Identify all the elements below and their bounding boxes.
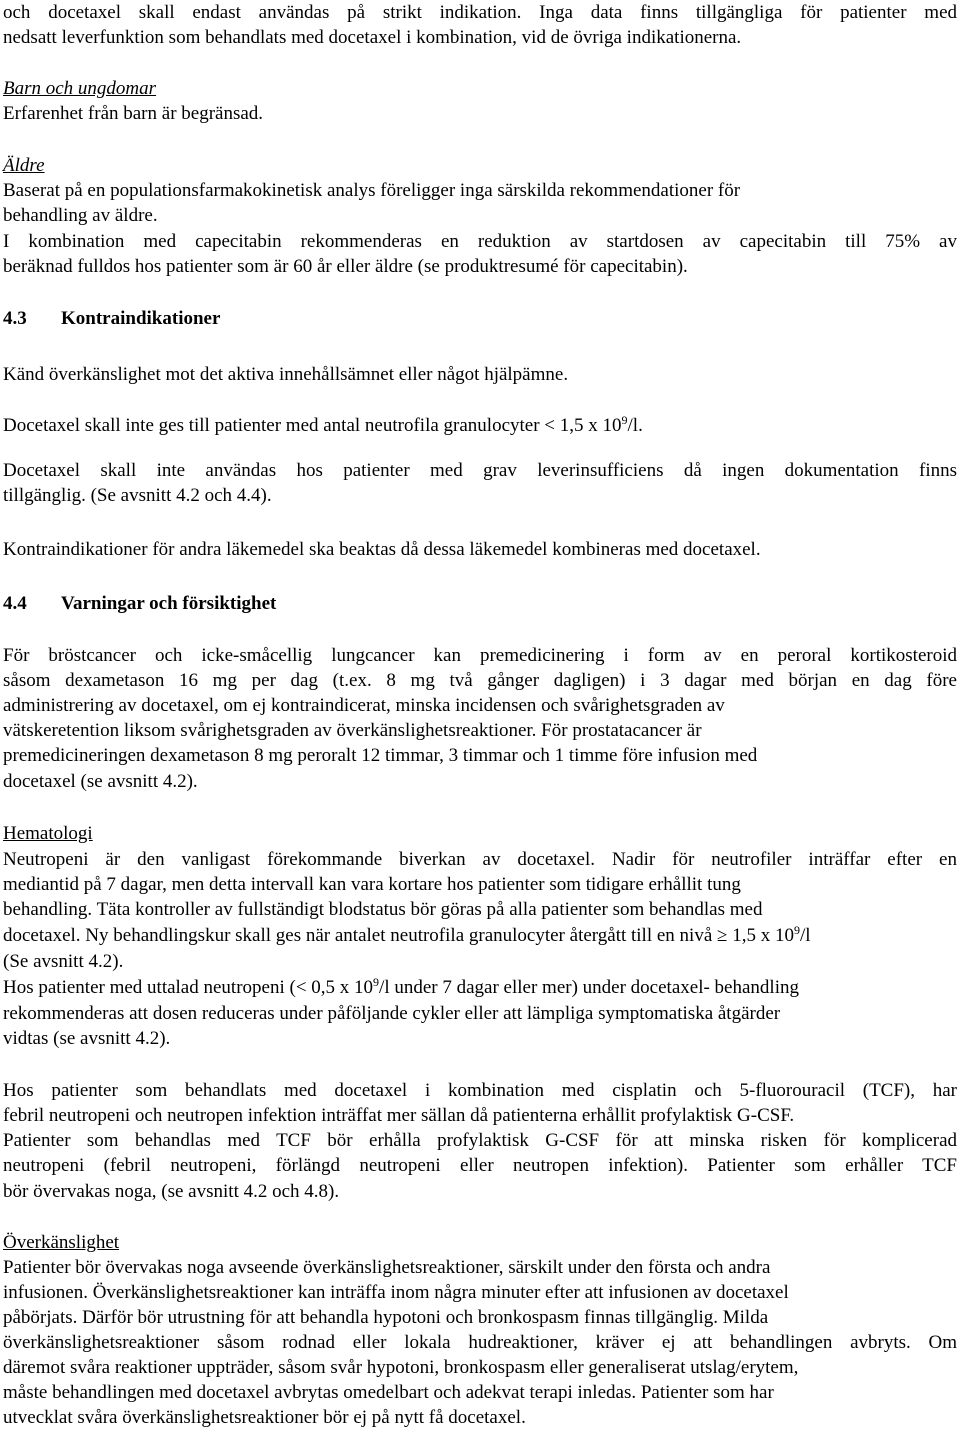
section-number: 4.3 xyxy=(3,308,27,329)
paragraph-line: neutropeni (febril neutropeni, förlängd neutropeni eller neutropen infektion). Patienter som erhåller TCF xyxy=(3,1155,957,1176)
subheading-hypersensitivity: Överkänslighet xyxy=(3,1232,120,1253)
paragraph-line xyxy=(3,413,643,438)
superscript: 9 xyxy=(373,975,380,989)
text-run: /l xyxy=(799,925,811,946)
paragraph-line: överkänslighetsreaktioner såsom rodnad eller lokala hudreaktioner, kräver ej att behandlingen avbryts. Om xyxy=(3,1332,957,1353)
paragraph-line: tillgänglig. (Se avsnitt 4.2 och 4.4). xyxy=(3,485,272,506)
text-run: docetaxel. Ny behandlingskur skall ges när antalet neutrofila granulocyter återgått till en nivå ≥ 1,5 x 10 xyxy=(3,925,794,946)
paragraph-line: (Se avsnitt 4.2). xyxy=(3,951,124,972)
paragraph-line: måste behandlingen med docetaxel avbrytas omedelbart och adekvat terapi inledas. Patienter som har xyxy=(3,1382,774,1403)
paragraph-line: Hos patienter som behandlats med docetaxel i kombination med cisplatin och 5-fluorouracil (TCF), har xyxy=(3,1080,957,1101)
paragraph-line: Patienter bör övervakas noga avseende överkänslighetsreaktioner, särskilt under den första och andra xyxy=(3,1257,771,1278)
section-title: Varningar och försiktighet xyxy=(61,593,277,614)
paragraph-line: beräknad fulldos hos patienter som är 60 år eller äldre (se produktresumé för capecitabin). xyxy=(3,256,688,277)
paragraph-line: påbörjats. Därför bör utrustning för att behandla hypotoni och bronkospasm finnas tillgänglig. Milda xyxy=(3,1307,769,1328)
paragraph-line xyxy=(3,975,799,1000)
paragraph-line: vätskeretention liksom svårighetsgraden av överkänslighetsreaktioner. För prostatacancer är xyxy=(3,720,702,741)
paragraph-line: Baserat på en populationsfarmakokinetisk analys föreligger inga särskilda rekommendationer för xyxy=(3,180,741,201)
paragraph-line: Känd överkänslighet mot det aktiva innehållsämnet eller något hjälpämne. xyxy=(3,364,569,385)
paragraph-line: rekommenderas att dosen reduceras under påföljande cykler eller att lämpliga symptomatiska åtgärder xyxy=(3,1003,781,1024)
paragraph-line: och docetaxel skall endast användas på strikt indikation. Inga data finns tillgängliga för patienter med xyxy=(3,2,957,23)
paragraph-line: För bröstcancer och icke-småcellig lungcancer kan premedicinering i form av en peroral kortikosteroid xyxy=(3,645,957,666)
paragraph-line: docetaxel (se avsnitt 4.2). xyxy=(3,771,198,792)
paragraph-line: bör övervakas noga, (se avsnitt 4.2 och 4.8). xyxy=(3,1181,340,1202)
paragraph-line: premedicineringen dexametason 8 mg peroralt 12 timmar, 3 timmar och 1 timme före infusion med xyxy=(3,745,758,766)
paragraph-line: Docetaxel skall inte användas hos patienter med grav leverinsufficiens då ingen dokumentation finns xyxy=(3,460,957,481)
text-run: /l. xyxy=(627,415,643,436)
paragraph-line: mediantid på 7 dagar, men detta intervall kan vara kortare hos patienter som tidigare erhållit tung xyxy=(3,874,741,895)
section-title: Kontraindikationer xyxy=(61,308,221,329)
section-heading-4-4 xyxy=(3,591,276,616)
section-number: 4.4 xyxy=(3,593,27,614)
superscript: 9 xyxy=(621,413,628,427)
paragraph-line: vidtas (se avsnitt 4.2). xyxy=(3,1028,171,1049)
paragraph-line: behandling av äldre. xyxy=(3,205,158,226)
paragraph-line: Erfarenhet från barn är begränsad. xyxy=(3,103,264,124)
paragraph-line: febril neutropeni och neutropen infektion inträffat mer sällan då patienterna erhållit profylaktisk G-CSF. xyxy=(3,1105,795,1126)
subheading-hematology: Hematologi xyxy=(3,823,93,844)
section-heading-4-3 xyxy=(3,306,220,331)
paragraph-line: nedsatt leverfunktion som behandlats med docetaxel i kombination, vid de övriga indikationerna. xyxy=(3,27,742,48)
paragraph-line: däremot svåra reaktioner uppträder, såsom svår hypotoni, bronkospasm eller generaliserat utslag/erytem, xyxy=(3,1357,799,1378)
paragraph-line: utvecklat svåra överkänslighetsreaktioner bör ej på nytt få docetaxel. xyxy=(3,1407,526,1428)
paragraph-line: administrering av docetaxel, om ej kontraindicerat, minska incidensen och svårighetsgraden av xyxy=(3,695,725,716)
text-run: Docetaxel skall inte ges till patienter med antal neutrofila granulocyter < 1,5 x 10 xyxy=(3,415,622,436)
paragraph-line xyxy=(3,923,811,948)
text-run: /l under 7 dagar eller mer) under docetaxel- behandling xyxy=(379,977,799,998)
paragraph-line: såsom dexametason 16 mg per dag (t.ex. 8 mg två gånger dagligen) i 3 dagar med början en dag före xyxy=(3,670,957,691)
paragraph-line: Neutropeni är den vanligast förekommande biverkan av docetaxel. Nadir för neutrofiler inträffar efter en xyxy=(3,849,957,870)
superscript: 9 xyxy=(793,923,800,937)
paragraph-line: Kontraindikationer för andra läkemedel ska beaktas då dessa läkemedel kombineras med docetaxel. xyxy=(3,539,761,560)
paragraph-line: I kombination med capecitabin rekommenderas en reduktion av startdosen av capecitabin till 75% av xyxy=(3,231,957,252)
paragraph-line: Patienter som behandlas med TCF bör erhålla profylaktisk G-CSF för att minska risken för komplicerad xyxy=(3,1130,957,1151)
paragraph-line: behandling. Täta kontroller av fullständigt blodstatus bör göras på alla patienter som behandlas med xyxy=(3,899,763,920)
paragraph-line: infusionen. Överkänslighetsreaktioner kan inträffa inom några minuter efter att infusionen av docetaxel xyxy=(3,1282,789,1303)
text-run: Hos patienter med uttalad neutropeni (< 0,5 x 10 xyxy=(3,977,374,998)
subheading-children: Barn och ungdomar xyxy=(3,78,157,99)
subheading-elderly: Äldre xyxy=(3,155,45,176)
